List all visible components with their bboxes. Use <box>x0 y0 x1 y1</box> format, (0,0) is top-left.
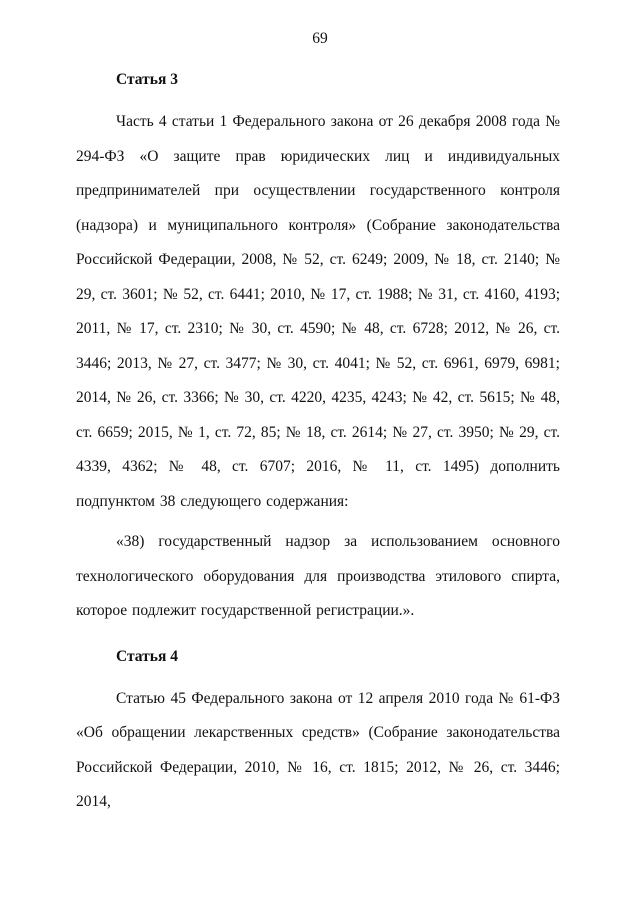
article-3-paragraph-2: «38) государственный надзор за использованием основного технологического оборудования для производства этилового спирта, которое подлежит государственной регистрации.». <box>76 533 560 619</box>
page-number: 69 <box>312 30 328 47</box>
section-heading-article-4: Статья 4 <box>116 647 178 665</box>
article-3-paragraph-1: Часть 4 статьи 1 Федерального закона от 26 декабря 2008 года № 294-ФЗ «О защите прав юридических лиц и индивидуальных предпринимателей при осуществлении государственного контроля (надзора) и муниципального контроля» (Собрание законодательства Российской Федерации, 2008, № 52, ст. 6249; 2009, № 18, ст. 2140; № 29, ст. 3601; № 52, ст. 6441; 2010, № 17, ст. 1988; № 31, ст. 4160, 4193; 2011, № 17, ст. 2310; № 30, ст. 4590; № 48, ст. 6728; 2012, № 26, ст. 3446; 2013, № 27, ст. 3477; № 30, ст. 4041; № 52, ст. 6961, 6979, 6981; 2014, № 26, ст. 3366; № 30, ст. 4220, 4235, 4243; № 42, ст. 5615; № 48, ст. 6659; 2015, № 1, ст. 72, 85; № 18, ст. 2614; № 27, ст. 3950; № 29, ст. 4339, 4362; № 48, ст. 6707; 2016, № 11, ст. 1495) дополнить подпунктом 38 следующего содержания: <box>76 113 560 510</box>
section-heading-article-3: Статья 3 <box>116 71 178 88</box>
document-body <box>76 70 560 820</box>
article-4-paragraph-1: Статью 45 Федерального закона от 12 апреля 2010 года № 61-ФЗ «Об обращении лекарственных средств» (Собрание законодательства Российской Федерации, 2010, № 16, ст. 1815; 2012, № 26, ст. 3446; 2014, <box>76 689 560 810</box>
